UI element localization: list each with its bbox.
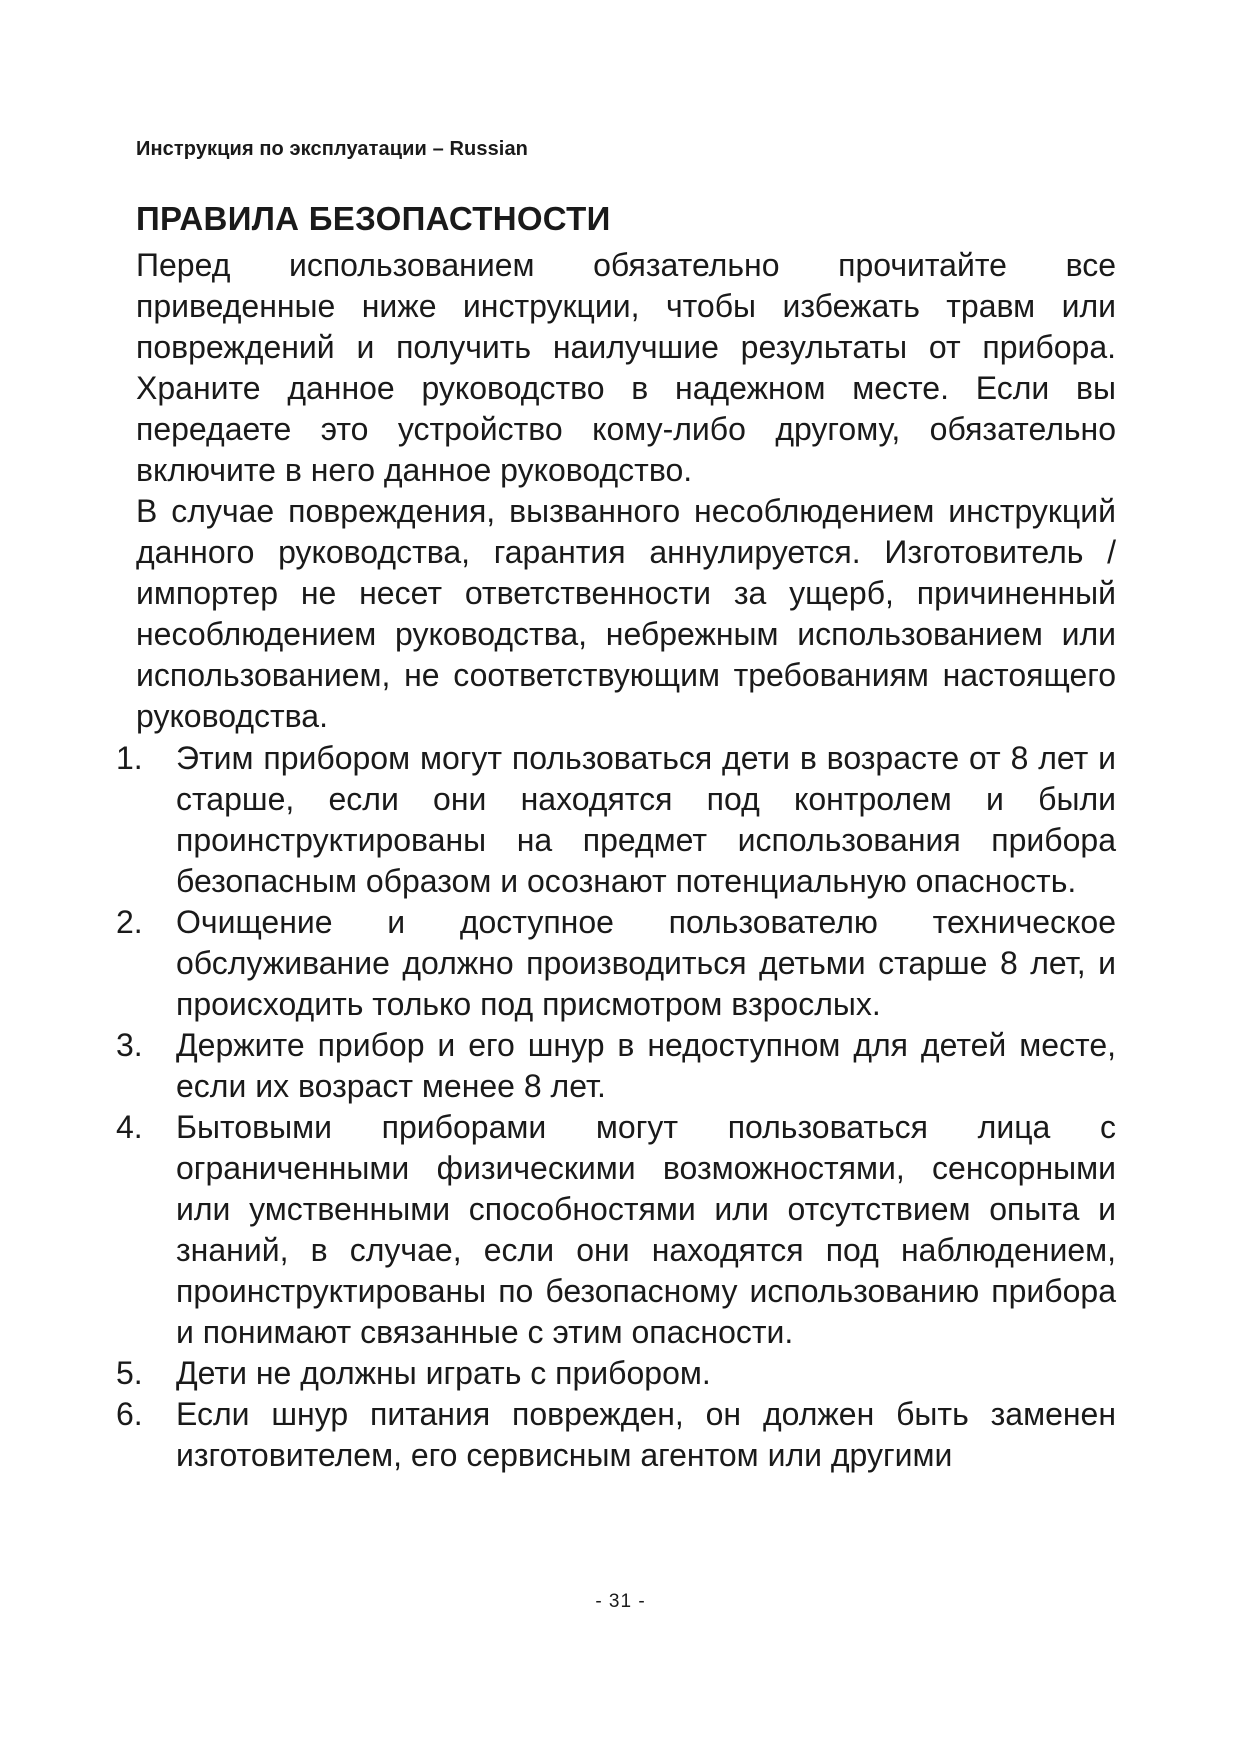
list-item	[116, 1394, 1116, 1476]
list-item-number: 3.	[116, 1027, 143, 1063]
list-item-text: Дети не должны играть с прибором.	[176, 1355, 711, 1391]
list-item	[116, 738, 1116, 902]
list-item-text: Этим прибором могут пользоваться дети в возрасте от 8 лет и старше, если они находятся под контролем и были проинструктированы на предмет использования прибора безопасным образом и осознают потенциальную опасность.	[176, 740, 1116, 899]
list-item	[116, 1025, 1116, 1107]
list-item-number: 4.	[116, 1109, 143, 1145]
section-title: ПРАВИЛА БЕЗОПАСТНОСТИ	[136, 200, 611, 237]
intro-paragraph: Перед использованием обязательно прочитайте все приведенные ниже инструкции, чтобы избежать травм или повреждений и получить наилучшие результаты от прибора. Храните данное руководство в надежном месте. Если вы передаете это устройство кому-либо другому, обязательно включите в него данное руководство.	[136, 247, 1116, 488]
list-item-text: Держите прибор и его шнур в недоступном для детей месте, если их возраст менее 8 лет.	[176, 1027, 1116, 1104]
intro-paragraph: В случае повреждения, вызванного несоблюдением инструкций данного руководства, гарантия аннулируется. Изготовитель / импортер не несет ответственности за ущерб, причиненный несоблюдением руководства, небрежным использованием или использованием, не соответствующим требованиям настоящего руководства.	[136, 493, 1116, 734]
list-item-text: Бытовыми приборами могут пользоваться лица с ограниченными физическими возможностями, сенсорными или умственными способностями или отсутствием опыта и знаний, в случае, если они находятся под наблюдением, проинструктированы по безопасному использованию прибора и понимают связанные с этим опасности.	[176, 1109, 1116, 1350]
list-item	[116, 1107, 1116, 1353]
list-item-number: 6.	[116, 1396, 143, 1432]
list-item-text: Если шнур питания поврежден, он должен быть заменен изготовителем, его сервисным агентом или другими	[176, 1396, 1116, 1473]
list-item-text: Очищение и доступное пользователю техническое обслуживание должно производиться детьми старше 8 лет, и происходить только под присмотром взрослых.	[176, 904, 1116, 1022]
list-item-number: 5.	[116, 1355, 143, 1391]
intro-text	[136, 245, 1116, 737]
safety-rules-list	[116, 738, 1116, 1476]
list-item-number: 2.	[116, 904, 143, 940]
list-item	[116, 902, 1116, 1025]
page-number: - 31 -	[595, 1591, 646, 1612]
list-item	[116, 1353, 1116, 1394]
document-header: Инструкция по эксплуатации – Russian	[136, 138, 528, 160]
list-item-number: 1.	[116, 740, 143, 776]
